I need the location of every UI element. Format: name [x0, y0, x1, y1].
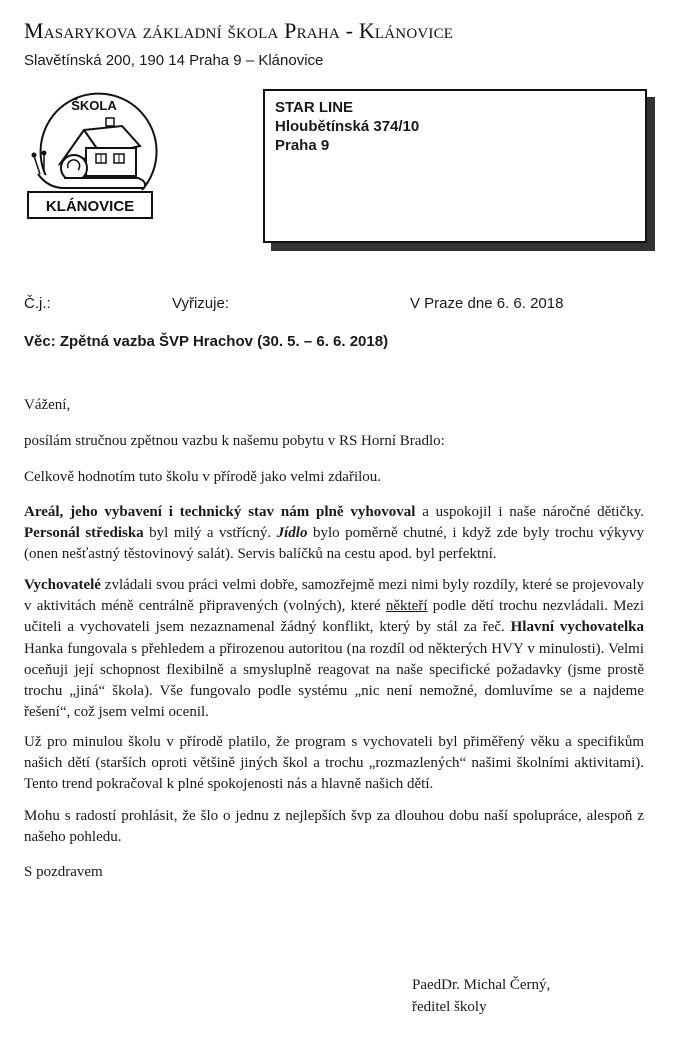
signature-name: PaedDr. Michal Černý, — [412, 977, 551, 993]
reference-label: Č.j.: — [24, 295, 51, 312]
recipient-company: STAR LINE — [275, 99, 354, 116]
recipient-city: Praha 9 — [275, 137, 330, 154]
paragraph-educators — [24, 575, 644, 723]
paragraph-conclusion: Mohu s radostí prohlásit, že šlo o jednu z nejlepších švp za dlouhou dobu naší spolupráce, alespoň z našeho pohledu. — [24, 808, 644, 846]
facilities-text-2: byl milý a vstřícný. — [143, 525, 277, 542]
school-logo — [20, 88, 160, 223]
head-educator-heading: Hlavní vychovatelka — [510, 619, 644, 636]
educators-text-2: podle dětí trochu nezvládali. Mezi učiteli a vychovateli jsem nezaznamenal žádný konflikt, který by stál za řeč. — [24, 598, 644, 636]
recipient-street: Hloubětínská 374/10 — [275, 118, 420, 135]
letter-date: V Praze dne 6. 6. 2018 — [410, 295, 564, 312]
paragraph-intro: posílám stručnou zpětnou vazbu k našemu pobytu v RS Horní Bradlo: — [24, 433, 445, 449]
letter-subject: Věc: Zpětná vazba ŠVP Hrachov (30. 5. – 6. 6. 2018) — [24, 333, 389, 350]
letter-greeting: Vážení, — [24, 397, 71, 413]
school-logo-graphic — [20, 88, 160, 223]
logo-bottom-text: KLÁNOVICE — [45, 198, 135, 215]
facilities-heading: Areál, jeho vybavení i technický stav nám plně vyhovoval — [24, 504, 416, 520]
school-address: Slavětínská 200, 190 14 Praha 9 – Klánovice — [24, 52, 324, 69]
paragraph-program: Už pro minulou školu v přírodě platilo, že program s vychovateli byl přiměřený věku a specifikům našich dětí (starších oproti většině jiných škol a trochu „rozmazlených“ našimi školními aktivitami). Tento trend pokračoval k plné spokojenosti nás a hlavně našich dětí. — [24, 734, 644, 793]
educators-text-1: zvládali svou práci velmi dobře, samozřejmě mezi nimi byly rozdíly, které se projevovaly v aktivitách méně centrálně připravených (volných), které — [24, 577, 644, 615]
recipient-address-box — [263, 89, 647, 243]
paragraph-facilities — [24, 502, 644, 566]
handler-label: Vyřizuje: — [172, 295, 229, 312]
educators-underlined: někteří — [385, 598, 428, 615]
staff-heading: Personál střediska — [24, 525, 144, 542]
paragraph-overall: Celkově hodnotím tuto školu v přírodě jako velmi zdařilou. — [24, 469, 382, 485]
food-heading: Jídlo — [276, 525, 308, 542]
educators-heading: Vychovatelé — [24, 577, 101, 593]
educators-text-3: Hanka fungovala s přehledem a přirozenou autoritou (na rozdíl od některých HVY v minulosti). Velmi oceňuji její schopnost flexibilně a smysluplně reagovat na naše specifické požadavky (jsme prostě trochu „jiná“ škola). Vše fungovalo podle systému „nic není nemožné, domluvíme se a najdeme řešení“, což jsem velmi ocenil. — [24, 640, 644, 721]
facilities-text-1: a uspokojil i naše náročné dětičky. — [415, 504, 644, 520]
letter-closing: S pozdravem — [24, 864, 103, 880]
school-name: Masarykova základní škola Praha - Klánovice — [24, 18, 454, 43]
signature-block — [412, 975, 550, 1018]
logo-top-text: ŠKOLA — [71, 98, 117, 113]
signature-title: ředitel školy — [412, 998, 487, 1015]
facilities-text-3: bylo poměrně chutné, i když zde byly trochu výkyvy (onen nešťastný těstovinový salát). Servis balíčků na cestu apod. byl perfektní. — [24, 525, 644, 563]
